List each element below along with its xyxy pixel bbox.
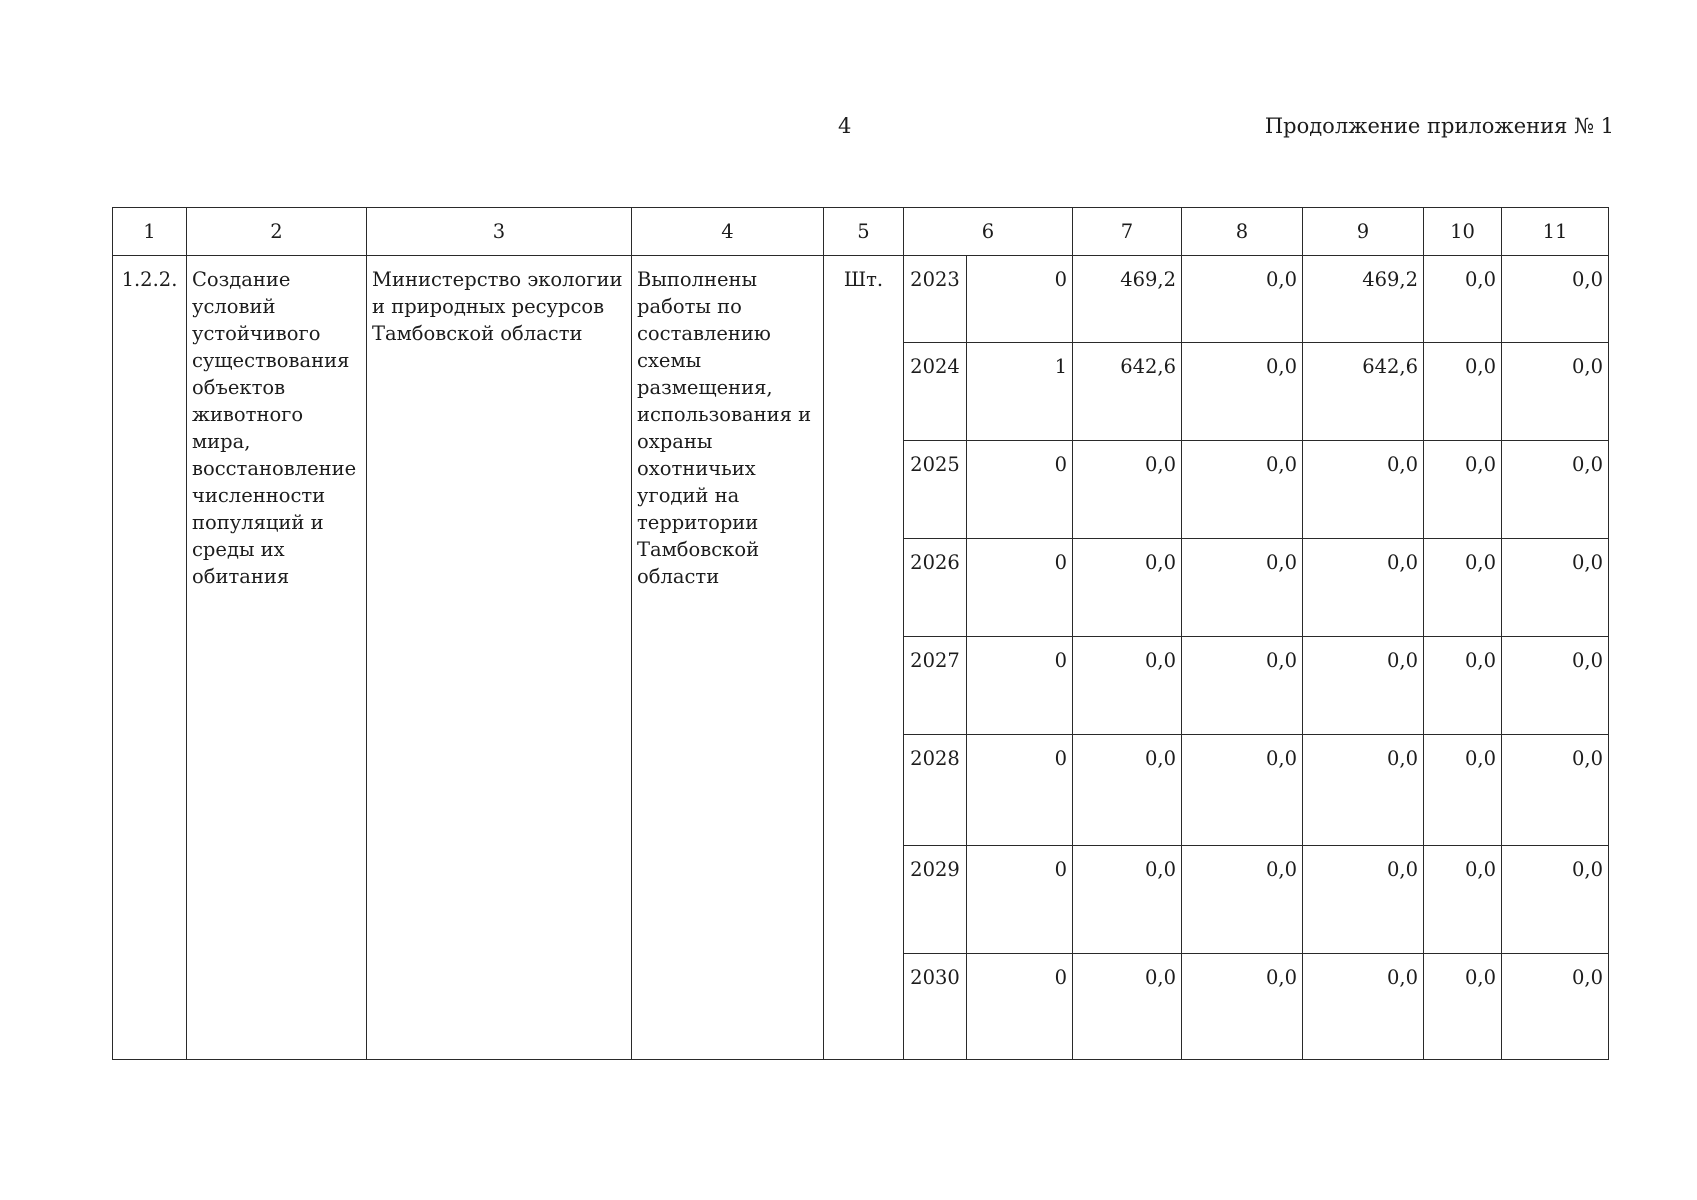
column-header: 1: [113, 208, 187, 256]
year-cell: 2028: [904, 735, 967, 846]
column-header: 2: [187, 208, 367, 256]
indicator-value: 0: [967, 256, 1073, 343]
col-7-value: 0,0: [1073, 637, 1182, 735]
col-7-value: 0,0: [1073, 735, 1182, 846]
col-7-value: 0,0: [1073, 954, 1182, 1060]
col-10-value: 0,0: [1424, 954, 1502, 1060]
col-8-value: 0,0: [1182, 441, 1303, 539]
item-code: 1.2.2.: [113, 256, 187, 1060]
col-11-value: 0,0: [1502, 637, 1609, 735]
program-table: [112, 207, 1609, 1060]
col-8-value: 0,0: [1182, 539, 1303, 637]
indicator-value: 0: [967, 539, 1073, 637]
col-11-value: 0,0: [1502, 343, 1609, 441]
col-8-value: 0,0: [1182, 343, 1303, 441]
col-8-value: 0,0: [1182, 637, 1303, 735]
table-row: [113, 256, 1609, 343]
col-8-value: 0,0: [1182, 954, 1303, 1060]
col-10-value: 0,0: [1424, 256, 1502, 343]
col-9-value: 0,0: [1303, 637, 1424, 735]
col-10-value: 0,0: [1424, 637, 1502, 735]
col-10-value: 0,0: [1424, 343, 1502, 441]
col-10-value: 0,0: [1424, 441, 1502, 539]
col-9-value: 0,0: [1303, 539, 1424, 637]
col-11-value: 0,0: [1502, 846, 1609, 954]
col-11-value: 0,0: [1502, 539, 1609, 637]
indicator-value: 0: [967, 637, 1073, 735]
column-number-row: [113, 208, 1609, 256]
column-header: 10: [1424, 208, 1502, 256]
col-9-value: 642,6: [1303, 343, 1424, 441]
col-9-value: 0,0: [1303, 846, 1424, 954]
col-11-value: 0,0: [1502, 954, 1609, 1060]
col-9-value: 0,0: [1303, 954, 1424, 1060]
col-11-value: 0,0: [1502, 735, 1609, 846]
col-7-value: 0,0: [1073, 539, 1182, 637]
year-cell: 2030: [904, 954, 967, 1060]
col-8-value: 0,0: [1182, 846, 1303, 954]
indicator-value: 0: [967, 846, 1073, 954]
appendix-continuation-label: Продолжение приложения № 1: [1264, 114, 1614, 138]
column-header: 8: [1182, 208, 1303, 256]
indicator-value: 0: [967, 954, 1073, 1060]
col-7-value: 642,6: [1073, 343, 1182, 441]
col-8-value: 0,0: [1182, 735, 1303, 846]
indicator-value: 0: [967, 441, 1073, 539]
col-9-value: 0,0: [1303, 441, 1424, 539]
year-cell: 2029: [904, 846, 967, 954]
item-unit: Шт.: [824, 256, 904, 1060]
indicator-value: 1: [967, 343, 1073, 441]
column-header: 3: [367, 208, 632, 256]
col-11-value: 0,0: [1502, 256, 1609, 343]
item-executor: Министерство экологии и природных ресурсов Тамбовской области: [367, 256, 632, 1060]
column-header: 6: [904, 208, 1073, 256]
col-10-value: 0,0: [1424, 735, 1502, 846]
year-cell: 2027: [904, 637, 967, 735]
year-cell: 2025: [904, 441, 967, 539]
page-number: 4: [838, 114, 852, 138]
col-11-value: 0,0: [1502, 441, 1609, 539]
col-8-value: 0,0: [1182, 256, 1303, 343]
column-header: 9: [1303, 208, 1424, 256]
column-header: 11: [1502, 208, 1609, 256]
column-header: 5: [824, 208, 904, 256]
column-header: 4: [632, 208, 824, 256]
item-name: Создание условий устойчивого существования объектов животного мира, восстановление численности популяций и среды их обитания: [187, 256, 367, 1060]
col-7-value: 469,2: [1073, 256, 1182, 343]
col-7-value: 0,0: [1073, 846, 1182, 954]
col-7-value: 0,0: [1073, 441, 1182, 539]
col-9-value: 469,2: [1303, 256, 1424, 343]
item-result: Выполнены работы по составлению схемы размещения, использования и охраны охотничьих угодий на территории Тамбовской области: [632, 256, 824, 1060]
year-cell: 2024: [904, 343, 967, 441]
year-cell: 2026: [904, 539, 967, 637]
col-9-value: 0,0: [1303, 735, 1424, 846]
col-10-value: 0,0: [1424, 539, 1502, 637]
indicator-value: 0: [967, 735, 1073, 846]
col-10-value: 0,0: [1424, 846, 1502, 954]
year-cell: 2023: [904, 256, 967, 343]
column-header: 7: [1073, 208, 1182, 256]
